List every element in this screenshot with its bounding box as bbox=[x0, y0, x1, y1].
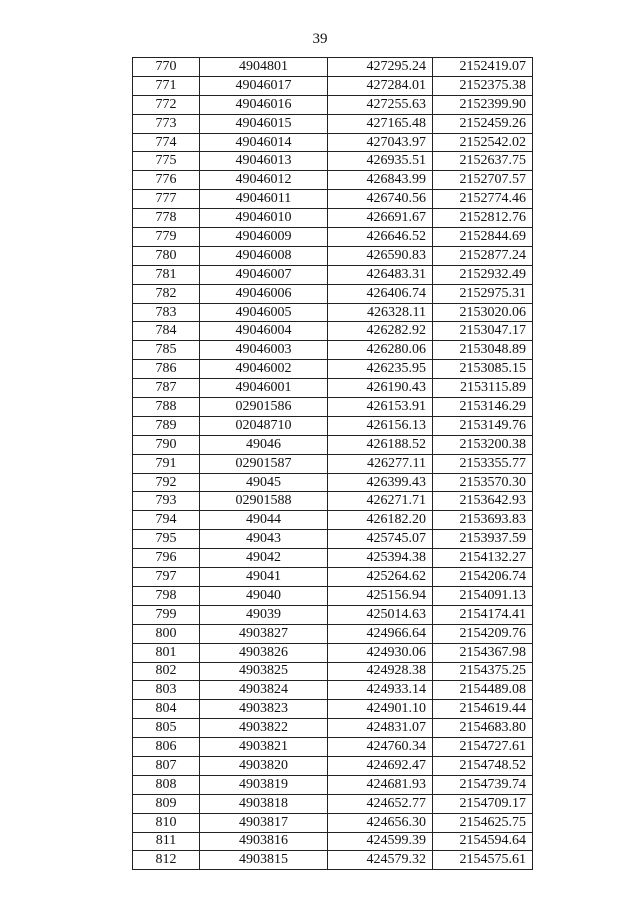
x-coordinate-cell: 426691.67 bbox=[328, 209, 433, 228]
point-id-cell: 02901588 bbox=[200, 492, 328, 511]
table-row bbox=[133, 303, 533, 322]
y-coordinate-cell: 2154619.44 bbox=[433, 700, 533, 719]
x-coordinate-cell: 427165.48 bbox=[328, 114, 433, 133]
row-number-cell: 788 bbox=[133, 398, 200, 417]
row-number-cell: 806 bbox=[133, 738, 200, 757]
point-id-cell: 49044 bbox=[200, 511, 328, 530]
x-coordinate-cell: 424599.39 bbox=[328, 832, 433, 851]
table-row bbox=[133, 549, 533, 568]
y-coordinate-cell: 2152399.90 bbox=[433, 95, 533, 114]
row-number-cell: 781 bbox=[133, 265, 200, 284]
x-coordinate-cell: 426190.43 bbox=[328, 379, 433, 398]
y-coordinate-cell: 2152637.75 bbox=[433, 152, 533, 171]
row-number-cell: 783 bbox=[133, 303, 200, 322]
row-number-cell: 782 bbox=[133, 284, 200, 303]
table-row bbox=[133, 511, 533, 530]
y-coordinate-cell: 2153085.15 bbox=[433, 360, 533, 379]
point-id-cell: 49046001 bbox=[200, 379, 328, 398]
y-coordinate-cell: 2154709.17 bbox=[433, 794, 533, 813]
y-coordinate-cell: 2152459.26 bbox=[433, 114, 533, 133]
table-row bbox=[133, 360, 533, 379]
y-coordinate-cell: 2153020.06 bbox=[433, 303, 533, 322]
table-row bbox=[133, 435, 533, 454]
row-number-cell: 804 bbox=[133, 700, 200, 719]
x-coordinate-cell: 424933.14 bbox=[328, 681, 433, 700]
x-coordinate-cell: 424656.30 bbox=[328, 813, 433, 832]
y-coordinate-cell: 2154683.80 bbox=[433, 719, 533, 738]
y-coordinate-cell: 2152812.76 bbox=[433, 209, 533, 228]
y-coordinate-cell: 2154575.61 bbox=[433, 851, 533, 870]
table-row bbox=[133, 76, 533, 95]
x-coordinate-cell: 426646.52 bbox=[328, 228, 433, 247]
table-row bbox=[133, 58, 533, 77]
x-coordinate-cell: 424831.07 bbox=[328, 719, 433, 738]
x-coordinate-cell: 424930.06 bbox=[328, 643, 433, 662]
x-coordinate-cell: 426406.74 bbox=[328, 284, 433, 303]
x-coordinate-cell: 426843.99 bbox=[328, 171, 433, 190]
y-coordinate-cell: 2154625.75 bbox=[433, 813, 533, 832]
y-coordinate-cell: 2153570.30 bbox=[433, 473, 533, 492]
y-coordinate-cell: 2154489.08 bbox=[433, 681, 533, 700]
y-coordinate-cell: 2153642.93 bbox=[433, 492, 533, 511]
x-coordinate-cell: 424681.93 bbox=[328, 775, 433, 794]
row-number-cell: 800 bbox=[133, 624, 200, 643]
row-number-cell: 789 bbox=[133, 416, 200, 435]
coordinate-table bbox=[132, 57, 533, 870]
x-coordinate-cell: 425745.07 bbox=[328, 530, 433, 549]
point-id-cell: 4904801 bbox=[200, 58, 328, 77]
row-number-cell: 777 bbox=[133, 190, 200, 209]
point-id-cell: 49046008 bbox=[200, 246, 328, 265]
table-row bbox=[133, 851, 533, 870]
table-row bbox=[133, 341, 533, 360]
x-coordinate-cell: 426182.20 bbox=[328, 511, 433, 530]
point-id-cell: 49045 bbox=[200, 473, 328, 492]
x-coordinate-cell: 426282.92 bbox=[328, 322, 433, 341]
x-coordinate-cell: 427295.24 bbox=[328, 58, 433, 77]
table-row bbox=[133, 284, 533, 303]
row-number-cell: 812 bbox=[133, 851, 200, 870]
row-number-cell: 807 bbox=[133, 756, 200, 775]
point-id-cell: 49046004 bbox=[200, 322, 328, 341]
row-number-cell: 809 bbox=[133, 794, 200, 813]
point-id-cell: 4903819 bbox=[200, 775, 328, 794]
table-row bbox=[133, 756, 533, 775]
table-row bbox=[133, 624, 533, 643]
point-id-cell: 49046006 bbox=[200, 284, 328, 303]
x-coordinate-cell: 425156.94 bbox=[328, 586, 433, 605]
y-coordinate-cell: 2152877.24 bbox=[433, 246, 533, 265]
row-number-cell: 799 bbox=[133, 605, 200, 624]
y-coordinate-cell: 2152844.69 bbox=[433, 228, 533, 247]
x-coordinate-cell: 427255.63 bbox=[328, 95, 433, 114]
table-row bbox=[133, 416, 533, 435]
y-coordinate-cell: 2153048.89 bbox=[433, 341, 533, 360]
y-coordinate-cell: 2153937.59 bbox=[433, 530, 533, 549]
row-number-cell: 787 bbox=[133, 379, 200, 398]
row-number-cell: 790 bbox=[133, 435, 200, 454]
row-number-cell: 798 bbox=[133, 586, 200, 605]
y-coordinate-cell: 2154174.41 bbox=[433, 605, 533, 624]
row-number-cell: 784 bbox=[133, 322, 200, 341]
point-id-cell: 4903826 bbox=[200, 643, 328, 662]
row-number-cell: 772 bbox=[133, 95, 200, 114]
table-row bbox=[133, 379, 533, 398]
table-row bbox=[133, 473, 533, 492]
point-id-cell: 4903816 bbox=[200, 832, 328, 851]
point-id-cell: 49043 bbox=[200, 530, 328, 549]
table-row bbox=[133, 265, 533, 284]
row-number-cell: 780 bbox=[133, 246, 200, 265]
x-coordinate-cell: 426271.71 bbox=[328, 492, 433, 511]
point-id-cell: 4903823 bbox=[200, 700, 328, 719]
row-number-cell: 785 bbox=[133, 341, 200, 360]
point-id-cell: 4903820 bbox=[200, 756, 328, 775]
x-coordinate-cell: 424692.47 bbox=[328, 756, 433, 775]
point-id-cell: 49046011 bbox=[200, 190, 328, 209]
row-number-cell: 797 bbox=[133, 568, 200, 587]
row-number-cell: 778 bbox=[133, 209, 200, 228]
y-coordinate-cell: 2154727.61 bbox=[433, 738, 533, 757]
row-number-cell: 810 bbox=[133, 813, 200, 832]
point-id-cell: 49046016 bbox=[200, 95, 328, 114]
point-id-cell: 4903825 bbox=[200, 662, 328, 681]
x-coordinate-cell: 426328.11 bbox=[328, 303, 433, 322]
y-coordinate-cell: 2152375.38 bbox=[433, 76, 533, 95]
x-coordinate-cell: 424966.64 bbox=[328, 624, 433, 643]
coordinate-table-body bbox=[133, 58, 533, 870]
table-row bbox=[133, 813, 533, 832]
y-coordinate-cell: 2154748.52 bbox=[433, 756, 533, 775]
point-id-cell: 49046014 bbox=[200, 133, 328, 152]
table-row bbox=[133, 171, 533, 190]
point-id-cell: 4903822 bbox=[200, 719, 328, 738]
table-row bbox=[133, 643, 533, 662]
table-row bbox=[133, 586, 533, 605]
point-id-cell: 02901586 bbox=[200, 398, 328, 417]
row-number-cell: 770 bbox=[133, 58, 200, 77]
point-id-cell: 4903827 bbox=[200, 624, 328, 643]
table-row bbox=[133, 190, 533, 209]
x-coordinate-cell: 426483.31 bbox=[328, 265, 433, 284]
row-number-cell: 792 bbox=[133, 473, 200, 492]
table-row bbox=[133, 114, 533, 133]
y-coordinate-cell: 2154209.76 bbox=[433, 624, 533, 643]
x-coordinate-cell: 426156.13 bbox=[328, 416, 433, 435]
y-coordinate-cell: 2152707.57 bbox=[433, 171, 533, 190]
y-coordinate-cell: 2152932.49 bbox=[433, 265, 533, 284]
table-row bbox=[133, 246, 533, 265]
x-coordinate-cell: 424760.34 bbox=[328, 738, 433, 757]
table-row bbox=[133, 530, 533, 549]
table-row bbox=[133, 832, 533, 851]
point-id-cell: 4903818 bbox=[200, 794, 328, 813]
row-number-cell: 791 bbox=[133, 454, 200, 473]
x-coordinate-cell: 426740.56 bbox=[328, 190, 433, 209]
x-coordinate-cell: 424652.77 bbox=[328, 794, 433, 813]
point-id-cell: 49046017 bbox=[200, 76, 328, 95]
x-coordinate-cell: 426153.91 bbox=[328, 398, 433, 417]
row-number-cell: 774 bbox=[133, 133, 200, 152]
y-coordinate-cell: 2154375.25 bbox=[433, 662, 533, 681]
y-coordinate-cell: 2153146.29 bbox=[433, 398, 533, 417]
x-coordinate-cell: 424579.32 bbox=[328, 851, 433, 870]
point-id-cell: 49046007 bbox=[200, 265, 328, 284]
x-coordinate-cell: 426280.06 bbox=[328, 341, 433, 360]
point-id-cell: 49046002 bbox=[200, 360, 328, 379]
x-coordinate-cell: 425014.63 bbox=[328, 605, 433, 624]
y-coordinate-cell: 2154739.74 bbox=[433, 775, 533, 794]
row-number-cell: 805 bbox=[133, 719, 200, 738]
row-number-cell: 793 bbox=[133, 492, 200, 511]
table-row bbox=[133, 228, 533, 247]
y-coordinate-cell: 2154367.98 bbox=[433, 643, 533, 662]
row-number-cell: 802 bbox=[133, 662, 200, 681]
x-coordinate-cell: 426235.95 bbox=[328, 360, 433, 379]
row-number-cell: 794 bbox=[133, 511, 200, 530]
row-number-cell: 811 bbox=[133, 832, 200, 851]
point-id-cell: 49046005 bbox=[200, 303, 328, 322]
y-coordinate-cell: 2153115.89 bbox=[433, 379, 533, 398]
table-row bbox=[133, 662, 533, 681]
table-row bbox=[133, 454, 533, 473]
row-number-cell: 808 bbox=[133, 775, 200, 794]
point-id-cell: 02048710 bbox=[200, 416, 328, 435]
x-coordinate-cell: 426590.83 bbox=[328, 246, 433, 265]
point-id-cell: 49041 bbox=[200, 568, 328, 587]
point-id-cell: 49046009 bbox=[200, 228, 328, 247]
row-number-cell: 795 bbox=[133, 530, 200, 549]
table-row bbox=[133, 152, 533, 171]
point-id-cell: 4903821 bbox=[200, 738, 328, 757]
point-id-cell: 49046015 bbox=[200, 114, 328, 133]
y-coordinate-cell: 2154206.74 bbox=[433, 568, 533, 587]
point-id-cell: 4903824 bbox=[200, 681, 328, 700]
table-row bbox=[133, 209, 533, 228]
point-id-cell: 49039 bbox=[200, 605, 328, 624]
point-id-cell: 49042 bbox=[200, 549, 328, 568]
y-coordinate-cell: 2153149.76 bbox=[433, 416, 533, 435]
x-coordinate-cell: 424928.38 bbox=[328, 662, 433, 681]
x-coordinate-cell: 425394.38 bbox=[328, 549, 433, 568]
row-number-cell: 771 bbox=[133, 76, 200, 95]
table-row bbox=[133, 719, 533, 738]
x-coordinate-cell: 426277.11 bbox=[328, 454, 433, 473]
table-row bbox=[133, 95, 533, 114]
row-number-cell: 779 bbox=[133, 228, 200, 247]
table-row bbox=[133, 700, 533, 719]
table-row bbox=[133, 738, 533, 757]
y-coordinate-cell: 2153355.77 bbox=[433, 454, 533, 473]
point-id-cell: 49046003 bbox=[200, 341, 328, 360]
y-coordinate-cell: 2153693.83 bbox=[433, 511, 533, 530]
y-coordinate-cell: 2153200.38 bbox=[433, 435, 533, 454]
row-number-cell: 786 bbox=[133, 360, 200, 379]
y-coordinate-cell: 2153047.17 bbox=[433, 322, 533, 341]
x-coordinate-cell: 427043.97 bbox=[328, 133, 433, 152]
table-row bbox=[133, 322, 533, 341]
row-number-cell: 796 bbox=[133, 549, 200, 568]
y-coordinate-cell: 2152975.31 bbox=[433, 284, 533, 303]
point-id-cell: 49040 bbox=[200, 586, 328, 605]
point-id-cell: 49046012 bbox=[200, 171, 328, 190]
y-coordinate-cell: 2152774.46 bbox=[433, 190, 533, 209]
table-row bbox=[133, 568, 533, 587]
point-id-cell: 49046010 bbox=[200, 209, 328, 228]
row-number-cell: 775 bbox=[133, 152, 200, 171]
point-id-cell: 49046013 bbox=[200, 152, 328, 171]
y-coordinate-cell: 2154091.13 bbox=[433, 586, 533, 605]
row-number-cell: 801 bbox=[133, 643, 200, 662]
x-coordinate-cell: 425264.62 bbox=[328, 568, 433, 587]
x-coordinate-cell: 426935.51 bbox=[328, 152, 433, 171]
point-id-cell: 49046 bbox=[200, 435, 328, 454]
point-id-cell: 02901587 bbox=[200, 454, 328, 473]
y-coordinate-cell: 2154132.27 bbox=[433, 549, 533, 568]
x-coordinate-cell: 427284.01 bbox=[328, 76, 433, 95]
table-row bbox=[133, 492, 533, 511]
page-number: 39 bbox=[312, 31, 328, 47]
table-row bbox=[133, 605, 533, 624]
row-number-cell: 773 bbox=[133, 114, 200, 133]
y-coordinate-cell: 2152419.07 bbox=[433, 58, 533, 77]
row-number-cell: 776 bbox=[133, 171, 200, 190]
x-coordinate-cell: 426188.52 bbox=[328, 435, 433, 454]
table-row bbox=[133, 794, 533, 813]
y-coordinate-cell: 2152542.02 bbox=[433, 133, 533, 152]
x-coordinate-cell: 424901.10 bbox=[328, 700, 433, 719]
point-id-cell: 4903817 bbox=[200, 813, 328, 832]
x-coordinate-cell: 426399.43 bbox=[328, 473, 433, 492]
table-row bbox=[133, 398, 533, 417]
y-coordinate-cell: 2154594.64 bbox=[433, 832, 533, 851]
table-row bbox=[133, 775, 533, 794]
table-row bbox=[133, 681, 533, 700]
table-row bbox=[133, 133, 533, 152]
point-id-cell: 4903815 bbox=[200, 851, 328, 870]
row-number-cell: 803 bbox=[133, 681, 200, 700]
